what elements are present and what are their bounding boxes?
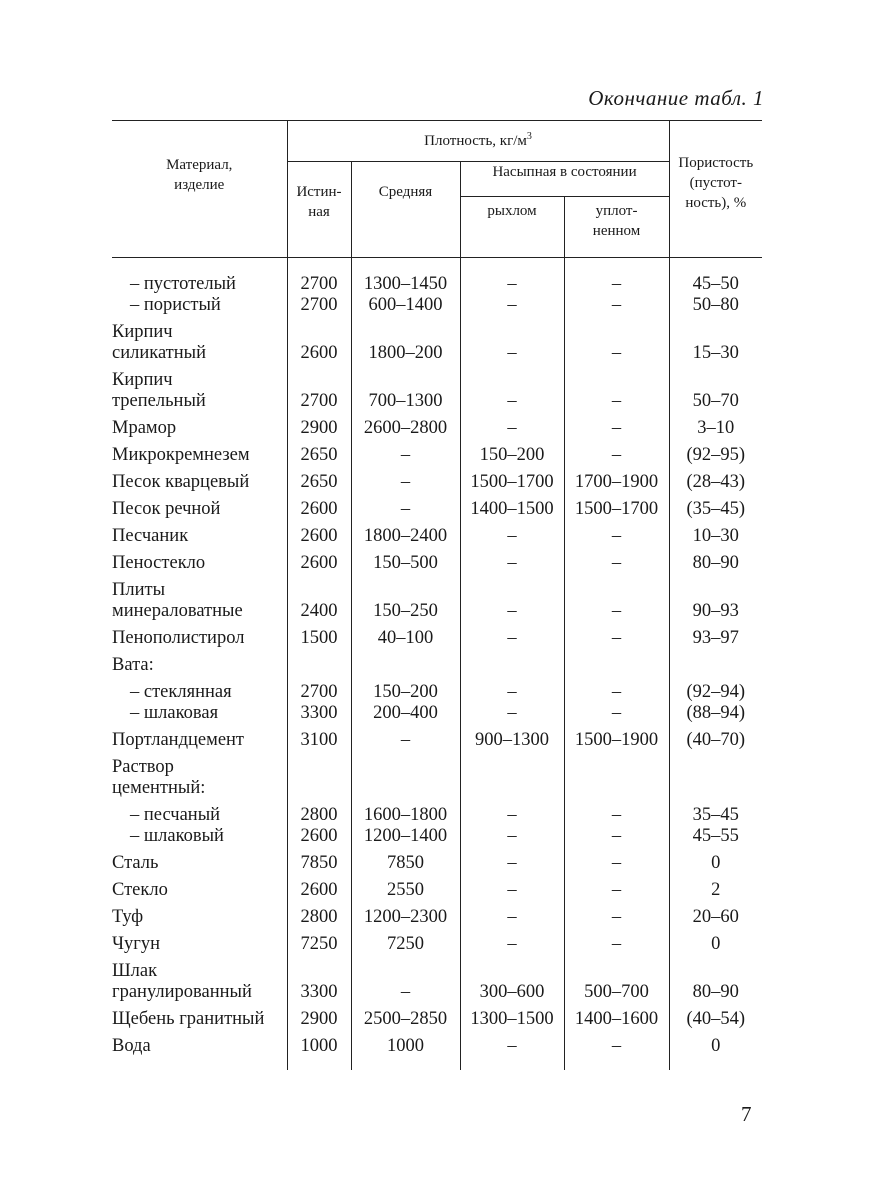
cell-true-density: 2600	[287, 547, 351, 574]
header-density	[287, 121, 669, 162]
cell-material: – шлаковая	[130, 703, 219, 723]
cell-true-density: 2700	[287, 295, 351, 316]
cell-material: Стекло	[112, 880, 168, 900]
table-row	[112, 295, 762, 316]
cell-compacted-density: –	[564, 364, 669, 412]
cell-loose-density: –	[460, 874, 564, 901]
cell-average-density: –	[351, 493, 460, 520]
table-row	[112, 751, 762, 799]
cell-loose-density: 150–200	[460, 439, 564, 466]
cell-loose-density: –	[460, 547, 564, 574]
cell-true-density: 2900	[287, 412, 351, 439]
cell-true-density: 2600	[287, 520, 351, 547]
header-average: Средняя	[351, 162, 460, 258]
cell-true-density: 3100	[287, 724, 351, 751]
cell-porosity: 50–70	[669, 364, 762, 412]
cell-average-density: 2500–2850	[351, 1003, 460, 1030]
table-row	[112, 316, 762, 364]
cell-porosity: 0	[669, 1030, 762, 1070]
cell-true-density: 2800	[287, 901, 351, 928]
table-row	[112, 901, 762, 928]
cell-average-density: 7850	[351, 847, 460, 874]
cell-true-density: 2600	[287, 316, 351, 364]
header-compacted: уплот- ненном	[564, 197, 669, 258]
cell-compacted-density: 500–700	[564, 955, 669, 1003]
cell-porosity: 3–10	[669, 412, 762, 439]
cell-material: – шлаковый	[130, 826, 224, 846]
table-row	[112, 622, 762, 649]
cell-average-density: –	[351, 439, 460, 466]
table-body	[112, 258, 762, 1071]
cell-loose-density: –	[460, 1030, 564, 1070]
cell-material: Портландцемент	[112, 730, 245, 750]
cell-average-density: 200–400	[351, 703, 460, 724]
table-row	[112, 649, 762, 676]
cell-true-density: 1000	[287, 1030, 351, 1070]
cell-compacted-density: –	[564, 874, 669, 901]
cell-material: – пустотелый	[130, 274, 236, 294]
cell-average-density: 40–100	[351, 622, 460, 649]
cell-porosity: 15–30	[669, 316, 762, 364]
table-row	[112, 955, 762, 1003]
cell-loose-density: –	[460, 574, 564, 622]
table-row	[112, 799, 762, 826]
cell-material: – пористый	[130, 295, 221, 315]
cell-average-density: 1800–2400	[351, 520, 460, 547]
cell-true-density: 2700	[287, 676, 351, 703]
cell-material: Пенополистирол	[112, 628, 245, 648]
cell-true-density: 3300	[287, 955, 351, 1003]
cell-average-density: 150–500	[351, 547, 460, 574]
cell-loose-density: –	[460, 622, 564, 649]
cell-material: Вата:	[112, 655, 154, 675]
cell-compacted-density: –	[564, 826, 669, 847]
table-caption: Окончание табл. 1	[588, 86, 764, 110]
cell-compacted-density: –	[564, 901, 669, 928]
cell-true-density: 7850	[287, 847, 351, 874]
cell-true-density: 2700	[287, 258, 351, 296]
cell-loose-density	[460, 751, 564, 799]
table-row	[112, 364, 762, 412]
cell-loose-density	[460, 649, 564, 676]
header-material: Материал, изделие	[112, 121, 287, 258]
table-row	[112, 493, 762, 520]
cell-average-density: –	[351, 955, 460, 1003]
cell-loose-density: 1400–1500	[460, 493, 564, 520]
cell-compacted-density: –	[564, 622, 669, 649]
cell-loose-density: –	[460, 520, 564, 547]
table-header	[112, 121, 762, 258]
header-true-density: Истин- ная	[287, 162, 351, 258]
table-row	[112, 1030, 762, 1070]
cell-loose-density: –	[460, 316, 564, 364]
cell-porosity: 80–90	[669, 547, 762, 574]
table-row	[112, 258, 762, 296]
cell-material: Песок речной	[112, 499, 221, 519]
cell-material: Вода	[112, 1036, 151, 1056]
cell-compacted-density: –	[564, 847, 669, 874]
cell-material: Щебень гранитный	[112, 1009, 265, 1029]
cell-compacted-density: –	[564, 703, 669, 724]
cell-average-density: 2550	[351, 874, 460, 901]
header-bulk: Насыпная в состоянии	[460, 162, 669, 197]
cell-true-density: 2600	[287, 826, 351, 847]
table-row	[112, 703, 762, 724]
cell-loose-density: 1500–1700	[460, 466, 564, 493]
cell-material: Сталь	[112, 853, 159, 873]
table-row	[112, 520, 762, 547]
cell-material: Шлак гранулированный	[112, 961, 252, 1002]
cell-true-density	[287, 649, 351, 676]
cell-porosity: (92–95)	[669, 439, 762, 466]
cell-loose-density: –	[460, 676, 564, 703]
cell-compacted-density: –	[564, 799, 669, 826]
cell-average-density: 700–1300	[351, 364, 460, 412]
cell-material: Чугун	[112, 934, 161, 954]
cell-compacted-density: –	[564, 439, 669, 466]
cell-compacted-density: –	[564, 928, 669, 955]
cell-average-density: 1200–2300	[351, 901, 460, 928]
cell-average-density: 1000	[351, 1030, 460, 1070]
cell-average-density	[351, 649, 460, 676]
table-row	[112, 676, 762, 703]
cell-compacted-density: 1700–1900	[564, 466, 669, 493]
cell-loose-density: –	[460, 258, 564, 296]
cell-true-density: 2900	[287, 1003, 351, 1030]
cell-true-density: 3300	[287, 703, 351, 724]
cell-compacted-density: –	[564, 676, 669, 703]
table-row	[112, 724, 762, 751]
cell-compacted-density: –	[564, 258, 669, 296]
cell-porosity: 0	[669, 928, 762, 955]
data-table	[112, 120, 762, 1070]
cell-true-density	[287, 751, 351, 799]
cell-true-density: 2600	[287, 874, 351, 901]
cell-porosity: (40–54)	[669, 1003, 762, 1030]
cell-average-density	[351, 751, 460, 799]
cell-true-density: 2650	[287, 466, 351, 493]
cell-loose-density: –	[460, 703, 564, 724]
table-row	[112, 574, 762, 622]
cell-material: Туф	[112, 907, 144, 927]
cell-compacted-density: –	[564, 316, 669, 364]
cell-porosity	[669, 649, 762, 676]
cell-porosity: 35–45	[669, 799, 762, 826]
cell-compacted-density: 1500–1900	[564, 724, 669, 751]
cell-loose-density: –	[460, 295, 564, 316]
table-row	[112, 1003, 762, 1030]
cell-compacted-density: 1400–1600	[564, 1003, 669, 1030]
cell-compacted-density: 1500–1700	[564, 493, 669, 520]
header-density-sup: 3	[526, 131, 532, 142]
cell-material: Песчаник	[112, 526, 189, 546]
cell-loose-density: –	[460, 901, 564, 928]
header-loose: рыхлом	[460, 197, 564, 258]
cell-compacted-density: –	[564, 295, 669, 316]
cell-porosity: 93–97	[669, 622, 762, 649]
cell-average-density: 2600–2800	[351, 412, 460, 439]
cell-loose-density: –	[460, 826, 564, 847]
cell-material: Раствор цементный:	[112, 757, 206, 798]
cell-loose-density: –	[460, 799, 564, 826]
header-density-label: Плотность, кг/м	[424, 133, 527, 149]
cell-loose-density: –	[460, 412, 564, 439]
table-row	[112, 466, 762, 493]
cell-material: – стеклянная	[130, 682, 232, 702]
cell-compacted-density: –	[564, 574, 669, 622]
cell-porosity	[669, 751, 762, 799]
cell-porosity: (92–94)	[669, 676, 762, 703]
cell-loose-density: –	[460, 847, 564, 874]
table-row	[112, 847, 762, 874]
table-row	[112, 412, 762, 439]
cell-average-density: 1300–1450	[351, 258, 460, 296]
cell-average-density: –	[351, 724, 460, 751]
cell-porosity: 45–55	[669, 826, 762, 847]
cell-material: Кирпич трепельный	[112, 370, 206, 411]
header-porosity: Пористость (пустот- ность), %	[669, 121, 762, 258]
cell-true-density: 7250	[287, 928, 351, 955]
cell-average-density: 7250	[351, 928, 460, 955]
cell-true-density: 2600	[287, 493, 351, 520]
cell-material: Плиты минераловатные	[112, 580, 243, 621]
cell-loose-density: 900–1300	[460, 724, 564, 751]
cell-average-density: 150–250	[351, 574, 460, 622]
cell-average-density: 1600–1800	[351, 799, 460, 826]
cell-porosity: 10–30	[669, 520, 762, 547]
cell-porosity: (28–43)	[669, 466, 762, 493]
table-row	[112, 547, 762, 574]
cell-average-density: 150–200	[351, 676, 460, 703]
table-row	[112, 874, 762, 901]
cell-porosity: (88–94)	[669, 703, 762, 724]
cell-average-density: 600–1400	[351, 295, 460, 316]
cell-average-density: 1200–1400	[351, 826, 460, 847]
cell-average-density: 1800–200	[351, 316, 460, 364]
table-row	[112, 826, 762, 847]
cell-compacted-density: –	[564, 520, 669, 547]
cell-porosity: 0	[669, 847, 762, 874]
cell-material: – песчаный	[130, 805, 221, 825]
cell-true-density: 2700	[287, 364, 351, 412]
cell-true-density: 1500	[287, 622, 351, 649]
table-row	[112, 439, 762, 466]
cell-material: Микрокремнезем	[112, 445, 250, 465]
cell-loose-density: –	[460, 364, 564, 412]
cell-material: Пеностекло	[112, 553, 206, 573]
cell-compacted-density	[564, 751, 669, 799]
cell-true-density: 2650	[287, 439, 351, 466]
cell-porosity: 90–93	[669, 574, 762, 622]
cell-loose-density: –	[460, 928, 564, 955]
material-properties-table	[112, 120, 762, 1070]
cell-loose-density: 1300–1500	[460, 1003, 564, 1030]
cell-porosity: 45–50	[669, 258, 762, 296]
cell-compacted-density: –	[564, 1030, 669, 1070]
cell-loose-density: 300–600	[460, 955, 564, 1003]
page-number: 7	[741, 1102, 752, 1126]
cell-true-density: 2400	[287, 574, 351, 622]
cell-material: Песок кварцевый	[112, 472, 250, 492]
cell-compacted-density	[564, 649, 669, 676]
cell-compacted-density: –	[564, 547, 669, 574]
cell-porosity: 50–80	[669, 295, 762, 316]
cell-porosity: 80–90	[669, 955, 762, 1003]
cell-compacted-density: –	[564, 412, 669, 439]
cell-average-density: –	[351, 466, 460, 493]
cell-true-density: 2800	[287, 799, 351, 826]
cell-porosity: (35–45)	[669, 493, 762, 520]
cell-material: Кирпич силикатный	[112, 322, 206, 363]
cell-porosity: (40–70)	[669, 724, 762, 751]
table-row	[112, 928, 762, 955]
cell-material: Мрамор	[112, 418, 177, 438]
cell-porosity: 2	[669, 874, 762, 901]
cell-porosity: 20–60	[669, 901, 762, 928]
